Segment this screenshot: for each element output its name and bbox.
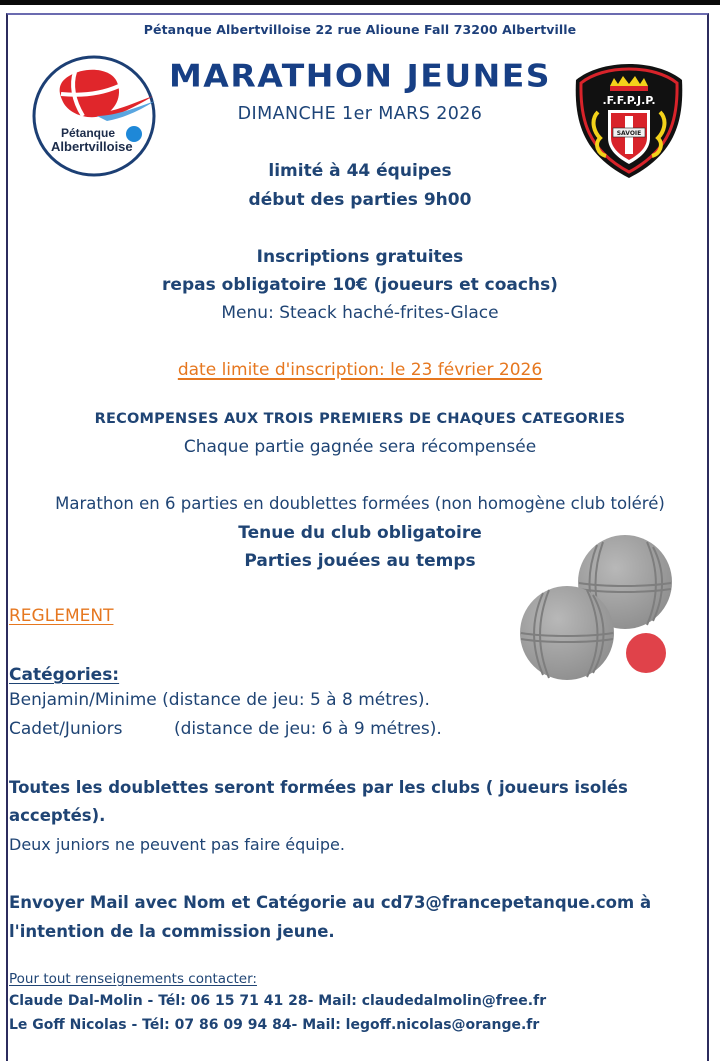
marathon-format: Marathon en 6 parties en doublettes formées (non homogène club toléré) [55,494,665,513]
category-detail: (distance de jeu: 5 à 8 métres). [162,690,430,710]
contact-nicolas: Le Goff Nicolas - Tél: 07 86 09 94 84- Mail: legoff.nicolas@orange.fr [9,1017,540,1033]
petanque-boules-illustration [515,535,675,685]
top-black-bar [0,0,720,5]
category-name: Cadet/Juniors [9,719,123,739]
rules-heading: REGLEMENT [9,606,114,626]
rewards-subline: Chaque partie gagnée sera récompensée [183,437,537,457]
categories-heading: Catégories: [9,665,120,685]
event-date: DIMANCHE 1er MARS 2026 [237,104,483,124]
contact-claude: Claude Dal-Molin - Tél: 06 15 71 41 28- Mail: claudedalmolin@free.fr [9,993,547,1009]
start-time: début des parties 9h00 [248,190,472,210]
teams-formed-line2: acceptés). [9,806,106,825]
meal-info: repas obligatoire 10€ (joueurs et coachs) [162,275,558,295]
dress-code: Tenue du club obligatoire [238,523,482,543]
category-detail: (distance de jeu: 6 à 9 métres). [174,719,442,739]
event-title: MARATHON JEUNES [168,56,552,95]
registration-deadline: date limite d'inscription: le 23 février 2026 [177,360,543,380]
category-row [9,719,442,739]
svg-text:.F.F.P.J.P.: .F.F.P.J.P. [602,94,656,107]
email-instruction-line2: l'intention de la commission jeune. [9,922,335,941]
email-instruction-line1: Envoyer Mail avec Nom et Catégorie au cd73@francepetanque.com à [9,893,652,912]
timed-games: Parties jouées au temps [244,551,476,571]
menu-info: Menu: Steack haché-frites-Glace [221,303,499,323]
rewards-headline: RECOMPENSES AUX TROIS PREMIERS DE CHAQUES CATEGORIES [94,411,626,427]
contacts-heading: Pour tout renseignements contacter: [9,971,257,987]
teams-formed-line1: Toutes les doublettes seront formées par les clubs ( joueurs isolés [9,778,628,797]
registration-free: Inscriptions gratuites [256,247,464,267]
teams-limit: limité à 44 équipes [268,161,452,181]
category-name: Benjamin/Minime [9,690,157,710]
svg-text:Pétanque: Pétanque [61,126,116,140]
svg-text:SAVOIE: SAVOIE [616,130,642,137]
category-row [9,690,430,710]
club-address: Pétanque Albertvilloise 22 rue Alioune Fall 73200 Albertville [143,22,577,37]
svg-text:Albertvilloise: Albertvilloise [51,139,133,154]
juniors-rule: Deux juniors ne peuvent pas faire équipe. [9,835,345,854]
